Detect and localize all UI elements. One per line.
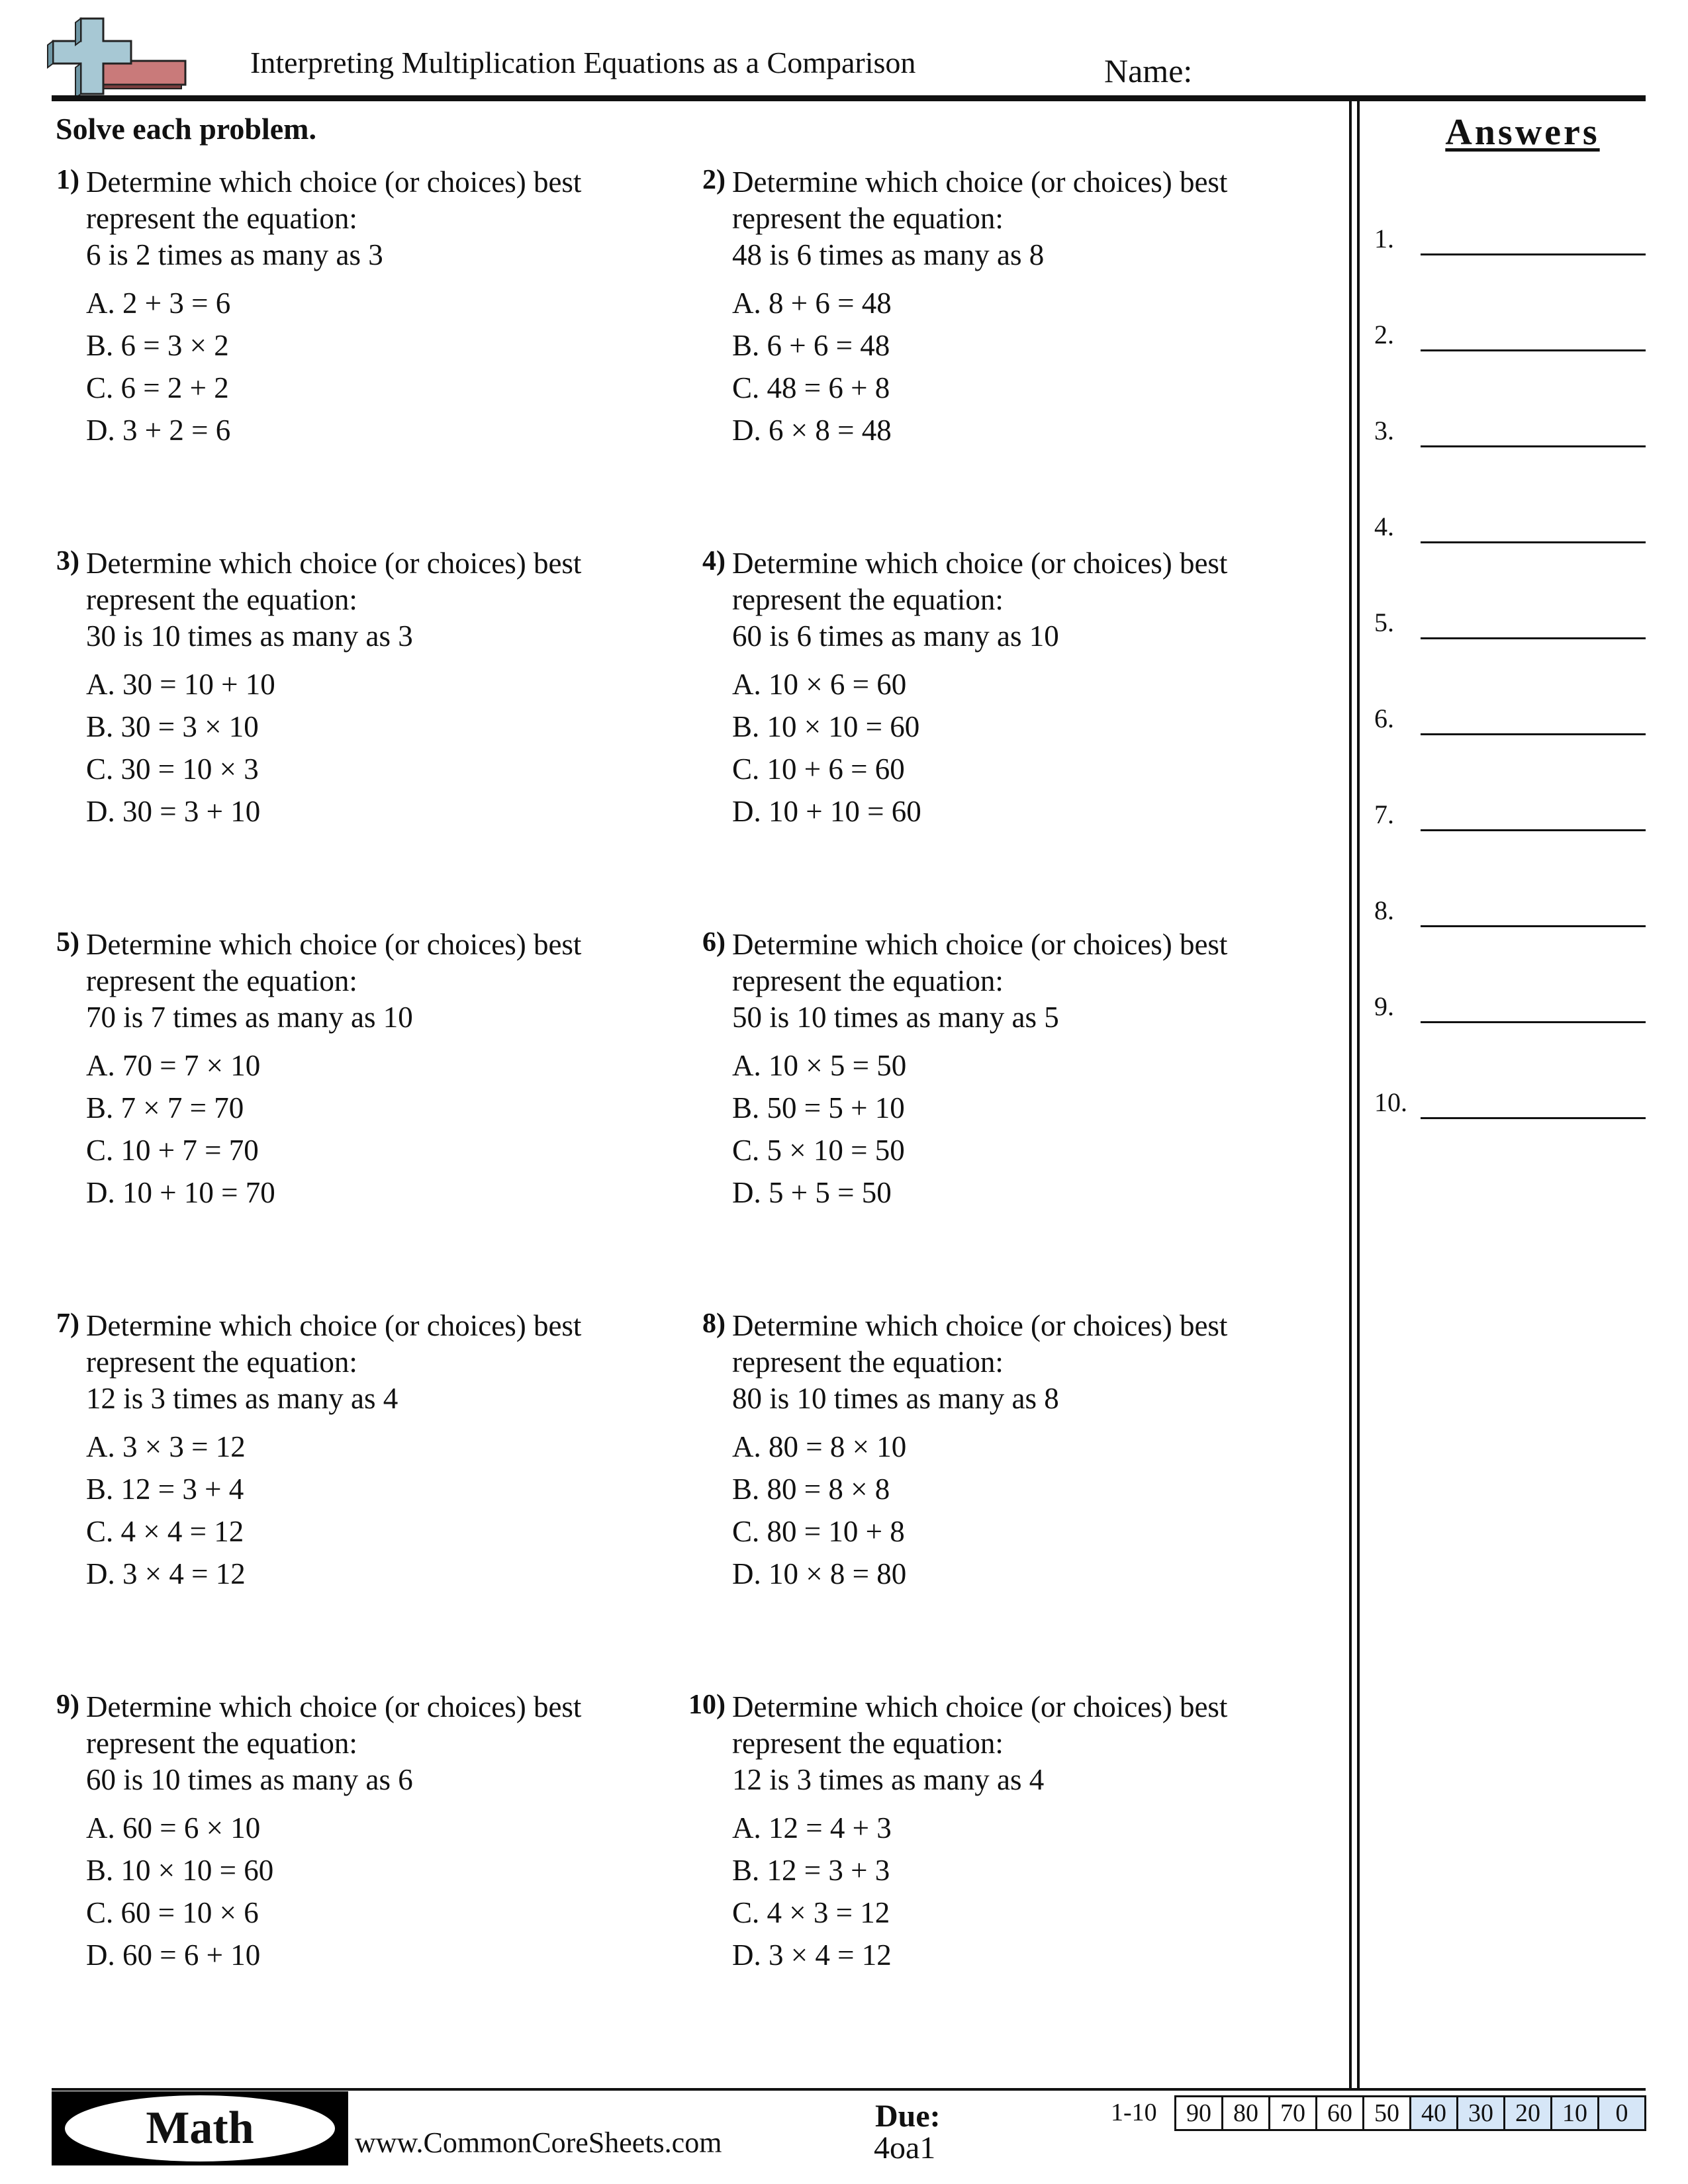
answer-row-3 <box>1374 408 1646 447</box>
choice-b[interactable]: B. 50 = 5 + 10 <box>732 1091 905 1124</box>
choice-c[interactable]: C. 10 + 7 = 70 <box>86 1134 259 1167</box>
choice-d[interactable]: D. 60 = 6 + 10 <box>86 1938 261 1972</box>
choice-c[interactable]: C. 4 × 3 = 12 <box>732 1896 890 1929</box>
problem-prompt: represent the equation: <box>86 202 357 235</box>
answer-number: 1. <box>1374 224 1394 253</box>
score-cell: 90 <box>1176 2097 1223 2130</box>
score-cell: 30 <box>1458 2097 1505 2130</box>
choice-c[interactable]: C. 6 = 2 + 2 <box>86 371 229 404</box>
choice-a[interactable]: A. 30 = 10 + 10 <box>86 668 275 701</box>
problem-statement: 60 is 10 times as many as 6 <box>86 1763 413 1796</box>
problem-prompt: Determine which choice (or choices) best <box>732 1690 1228 1723</box>
problem-prompt: represent the equation: <box>86 583 357 616</box>
problem-statement: 30 is 10 times as many as 3 <box>86 619 413 653</box>
choice-d[interactable]: D. 3 × 4 = 12 <box>732 1938 892 1972</box>
choice-a[interactable]: A. 2 + 3 = 6 <box>86 287 231 320</box>
problem-number: 5) <box>56 927 79 958</box>
score-range-label: 1-10 <box>1111 2099 1157 2126</box>
plus-minus-logo-icon <box>46 15 192 101</box>
problem-prompt: Determine which choice (or choices) best <box>732 165 1228 199</box>
choice-b[interactable]: B. 80 = 8 × 8 <box>732 1473 890 1506</box>
answer-number: 7. <box>1374 799 1394 829</box>
footer-divider <box>52 2088 1646 2091</box>
score-cell: 0 <box>1599 2097 1646 2130</box>
worksheet-title: Interpreting Multiplication Equations as a Comparison <box>250 46 916 79</box>
answer-row-6 <box>1374 696 1646 735</box>
problem-statement: 12 is 3 times as many as 4 <box>86 1382 399 1415</box>
answer-number: 8. <box>1374 895 1394 925</box>
answer-number: 4. <box>1374 512 1394 541</box>
choice-d[interactable]: D. 10 + 10 = 70 <box>86 1176 275 1209</box>
score-cell: 60 <box>1317 2097 1364 2130</box>
choice-c[interactable]: C. 4 × 4 = 12 <box>86 1515 244 1548</box>
score-cell: 70 <box>1270 2097 1317 2130</box>
choice-c[interactable]: C. 60 = 10 × 6 <box>86 1896 259 1929</box>
header-divider <box>52 95 1646 101</box>
choice-a[interactable]: A. 3 × 3 = 12 <box>86 1430 246 1463</box>
answer-number: 3. <box>1374 416 1394 445</box>
problem-statement: 12 is 3 times as many as 4 <box>732 1763 1045 1796</box>
instructions: Solve each problem. <box>56 112 316 146</box>
choice-c[interactable]: C. 5 × 10 = 50 <box>732 1134 905 1167</box>
problem-statement: 50 is 10 times as many as 5 <box>732 1001 1059 1034</box>
choice-b[interactable]: B. 10 × 10 = 60 <box>732 710 920 743</box>
problem-prompt: represent the equation: <box>86 1727 357 1760</box>
problem-prompt: represent the equation: <box>732 1727 1004 1760</box>
answer-blank[interactable] <box>1421 445 1646 447</box>
choice-a[interactable]: A. 80 = 8 × 10 <box>732 1430 907 1463</box>
answer-blank[interactable] <box>1421 637 1646 639</box>
answer-row-7 <box>1374 792 1646 831</box>
choice-a[interactable]: A. 8 + 6 = 48 <box>732 287 892 320</box>
problem-prompt: represent the equation: <box>732 1345 1004 1379</box>
choice-b[interactable]: B. 12 = 3 + 3 <box>732 1854 890 1887</box>
answer-blank[interactable] <box>1421 925 1646 927</box>
problem-prompt: represent the equation: <box>86 1345 357 1379</box>
choice-c[interactable]: C. 80 = 10 + 8 <box>732 1515 905 1548</box>
standard-code: 4oa1 <box>874 2130 936 2165</box>
choice-b[interactable]: B. 6 = 3 × 2 <box>86 329 229 362</box>
answer-number: 5. <box>1374 608 1394 637</box>
problem-prompt: Determine which choice (or choices) best <box>732 1309 1228 1342</box>
score-cell: 10 <box>1552 2097 1599 2130</box>
choice-d[interactable]: D. 10 × 8 = 80 <box>732 1557 907 1590</box>
name-label: Name: <box>1104 52 1193 89</box>
answer-row-5 <box>1374 600 1646 639</box>
problem-number: 3) <box>56 546 79 576</box>
score-cell: 20 <box>1505 2097 1552 2130</box>
answer-blank[interactable] <box>1421 253 1646 255</box>
choice-d[interactable]: D. 3 + 2 = 6 <box>86 414 231 447</box>
subject-label: Math <box>146 2103 254 2154</box>
choice-d[interactable]: D. 10 + 10 = 60 <box>732 795 921 828</box>
problem-number: 1) <box>56 165 79 195</box>
problem-number: 8) <box>702 1308 726 1339</box>
score-cell: 50 <box>1364 2097 1411 2130</box>
answer-row-10 <box>1374 1079 1646 1119</box>
choice-c[interactable]: C. 10 + 6 = 60 <box>732 752 905 786</box>
choice-c[interactable]: C. 30 = 10 × 3 <box>86 752 259 786</box>
answer-blank[interactable] <box>1421 1117 1646 1119</box>
problem-prompt: Determine which choice (or choices) best <box>86 928 582 961</box>
choice-d[interactable]: D. 30 = 3 + 10 <box>86 795 261 828</box>
answer-blank[interactable] <box>1421 1021 1646 1023</box>
problem-prompt: represent the equation: <box>86 964 357 997</box>
answer-row-9 <box>1374 983 1646 1023</box>
problem-number: 7) <box>56 1308 79 1339</box>
problem-statement: 48 is 6 times as many as 8 <box>732 238 1045 271</box>
score-cell: 40 <box>1411 2097 1458 2130</box>
problem-prompt: represent the equation: <box>732 583 1004 616</box>
score-cell: 80 <box>1223 2097 1270 2130</box>
answer-row-1 <box>1374 216 1646 255</box>
choice-b[interactable]: B. 12 = 3 + 4 <box>86 1473 244 1506</box>
problem-prompt: Determine which choice (or choices) best <box>732 547 1228 580</box>
choice-a[interactable]: A. 12 = 4 + 3 <box>732 1811 892 1844</box>
choice-b[interactable]: B. 6 + 6 = 48 <box>732 329 890 362</box>
answer-blank[interactable] <box>1421 733 1646 735</box>
choice-a[interactable]: A. 70 = 7 × 10 <box>86 1049 261 1082</box>
problem-prompt: Determine which choice (or choices) best <box>86 1309 582 1342</box>
problem-prompt: represent the equation: <box>732 202 1004 235</box>
problem-prompt: Determine which choice (or choices) best <box>86 1690 582 1723</box>
answer-number: 6. <box>1374 704 1394 733</box>
problem-prompt: represent the equation: <box>732 964 1004 997</box>
problem-number: 4) <box>702 546 726 576</box>
answer-blank[interactable] <box>1421 349 1646 351</box>
answer-row-4 <box>1374 504 1646 543</box>
choice-a[interactable]: A. 10 × 6 = 60 <box>732 668 907 701</box>
problem-number: 10) <box>688 1690 726 1720</box>
answers-title: Answers <box>1445 112 1600 153</box>
choice-c[interactable]: C. 48 = 6 + 8 <box>732 371 890 404</box>
problem-number: 2) <box>702 165 726 195</box>
column-divider-right <box>1357 101 1360 2088</box>
choice-b[interactable]: B. 10 × 10 = 60 <box>86 1854 274 1887</box>
problem-statement: 80 is 10 times as many as 8 <box>732 1382 1059 1415</box>
choice-d[interactable]: D. 5 + 5 = 50 <box>732 1176 892 1209</box>
problem-prompt: Determine which choice (or choices) best <box>732 928 1228 961</box>
answer-blank[interactable] <box>1421 829 1646 831</box>
answer-number: 10. <box>1374 1087 1407 1117</box>
answer-row-8 <box>1374 887 1646 927</box>
choice-b[interactable]: B. 7 × 7 = 70 <box>86 1091 244 1124</box>
answer-blank[interactable] <box>1421 541 1646 543</box>
answer-number: 9. <box>1374 991 1394 1021</box>
choice-d[interactable]: D. 6 × 8 = 48 <box>732 414 892 447</box>
problem-statement: 60 is 6 times as many as 10 <box>732 619 1059 653</box>
choice-d[interactable]: D. 3 × 4 = 12 <box>86 1557 246 1590</box>
problem-statement: 70 is 7 times as many as 10 <box>86 1001 413 1034</box>
problem-statement: 6 is 2 times as many as 3 <box>86 238 383 271</box>
problem-number: 9) <box>56 1690 79 1720</box>
choice-a[interactable]: A. 10 × 5 = 50 <box>732 1049 907 1082</box>
answer-row-2 <box>1374 312 1646 351</box>
website-link[interactable]: www.CommonCoreSheets.com <box>355 2126 722 2159</box>
choice-b[interactable]: B. 30 = 3 × 10 <box>86 710 259 743</box>
problem-prompt: Determine which choice (or choices) best <box>86 165 582 199</box>
column-divider-left <box>1349 101 1352 2088</box>
score-table <box>1174 2095 1646 2131</box>
problem-number: 6) <box>702 927 726 958</box>
problem-prompt: Determine which choice (or choices) best <box>86 547 582 580</box>
choice-a[interactable]: A. 60 = 6 × 10 <box>86 1811 261 1844</box>
due-label: Due: <box>875 2099 941 2134</box>
answer-number: 2. <box>1374 320 1394 349</box>
